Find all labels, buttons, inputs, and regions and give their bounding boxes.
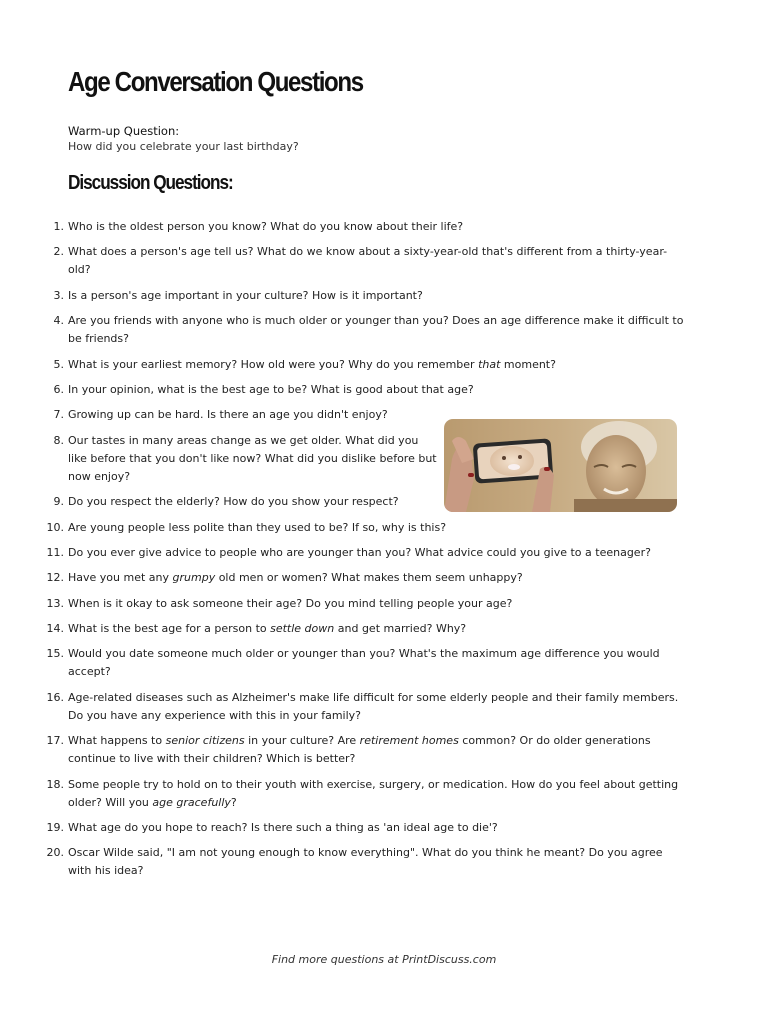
question-text [68,245,667,276]
text-run: Do you ever give advice to people who are younger than you? What advice could you give to a teenager? [68,545,651,559]
question-number: 8. [53,433,64,447]
discussion-title: Discussion Questions: [68,172,233,194]
question-number: 3. [53,288,64,302]
question-item [53,356,688,374]
emphasized-term: settle down [270,622,335,636]
text-run: What does a person's age tell us? What do we know about a sixty-year-old that's different from a thirty-year-old? [68,245,668,277]
text-run: ? [230,795,237,809]
question-text [68,289,423,302]
question-item [46,544,688,562]
question-number: 6. [53,382,64,396]
text-run: Have you met any [68,571,173,585]
question-number: 11. [46,545,64,559]
text-run: Some people try to hold on to their youth with exercise, surgery, or medication. How do you feel about getting older? Will you [68,777,679,809]
question-number: 18. [46,777,64,791]
emphasized-term: age gracefully [152,795,231,809]
question-item [46,595,688,613]
text-run: Would you date someone much older or younger than you? What's the maximum age difference you would accept? [68,647,660,679]
text-run: What happens to [68,734,166,748]
text-run: When is it okay to ask someone their age? Do you mind telling people your age? [68,596,513,610]
text-run: Are young people less polite than they used to be? If so, why is this? [68,520,447,534]
question-number: 1. [53,220,64,233]
question-number: 17. [46,734,64,748]
question-text [68,821,498,834]
age-photo [444,419,677,512]
question-item [46,645,688,681]
question-text [68,408,388,421]
question-number: 20. [46,846,64,860]
question-item [46,819,688,837]
text-run: Oscar Wilde said, "I am not young enough to know everything". What do you think he meant? Do you agree with his idea? [68,846,663,878]
warmup-label: Warm-up Question: [68,124,180,138]
question-text [68,597,512,610]
question-text [68,691,678,722]
question-text [68,647,660,678]
text-run: common? Or do older generations continue to live with their children? Which is better? [68,734,651,766]
question-text [68,734,651,765]
question-text [68,314,683,345]
question-item [46,732,688,768]
text-run: In your opinion, what is the best age to be? What is good about that age? [68,382,474,396]
question-number: 13. [46,596,64,610]
question-number: 14. [46,622,64,636]
question-item [53,243,688,279]
warmup-section [68,124,688,154]
question-item [53,381,688,399]
text-run: Age-related diseases such as Alzheimer's make life difficult for some elderly people and their family members. Do you have any experience with this in your family? [68,690,679,722]
question-text [68,622,466,635]
question-number: 4. [53,314,64,328]
question-item [46,689,688,725]
question-number: 12. [46,571,64,585]
question-text [68,571,523,584]
text-run: Growing up can be hard. Is there an age you didn't enjoy? [68,408,388,422]
question-number: 9. [53,495,64,509]
question-item [46,844,688,880]
question-text [68,432,438,486]
footer-note: Find more questions at PrintDiscuss.com [271,953,497,966]
emphasized-term: retirement homes [359,734,459,748]
text-run: Do you respect the elderly? How do you show your respect? [68,495,399,509]
emphasized-term: senior citizens [165,734,245,748]
question-number: 5. [53,357,64,371]
question-text [68,220,463,233]
text-run: What is the best age for a person to [68,622,271,636]
text-run: and get married? Why? [334,622,467,636]
question-item [46,776,688,812]
question-text [68,495,399,508]
question-number: 16. [46,690,64,704]
text-run: moment? [500,357,556,371]
question-text [68,778,678,809]
text-run: old men or women? What makes them seem unhappy? [215,571,523,585]
question-number: 10. [46,520,64,534]
question-text [68,358,556,371]
warmup-question: How did you celebrate your last birthday? [68,140,299,153]
question-item [46,519,688,537]
text-run: What age do you hope to reach? Is there such a thing as 'an ideal age to die'? [68,821,498,835]
text-run: Is a person's age important in your culture? How is it important? [68,288,423,302]
question-item [53,312,688,348]
baby-and-elderly-woman-illustration [444,419,677,512]
page-title: Age Conversation Questions [68,66,363,97]
question-list [46,218,688,888]
text-run: What is your earliest memory? How old were you? Why do you remember [68,357,479,371]
text-run: Who is the oldest person you know? What do you know about their life? [68,220,464,233]
question-text [68,383,474,396]
emphasized-term: that [478,357,501,371]
question-text [68,546,651,559]
question-item [46,620,688,638]
text-run: in your culture? Are [244,734,360,748]
question-number: 19. [46,821,64,835]
question-item [46,569,688,587]
text-run: Our tastes in many areas change as we get older. What did you like before that you don't like now? What did you dislike before but now enjoy? [68,433,437,483]
emphasized-term: grumpy [172,571,216,585]
text-run: Are you friends with anyone who is much older or younger than you? Does an age difference make it difficult to be friends? [68,314,684,346]
question-item [53,218,688,236]
question-number: 7. [53,408,64,422]
question-text [68,846,663,877]
question-text [68,521,446,534]
question-number: 2. [53,245,64,259]
question-number: 15. [46,647,64,661]
question-item [53,287,688,305]
